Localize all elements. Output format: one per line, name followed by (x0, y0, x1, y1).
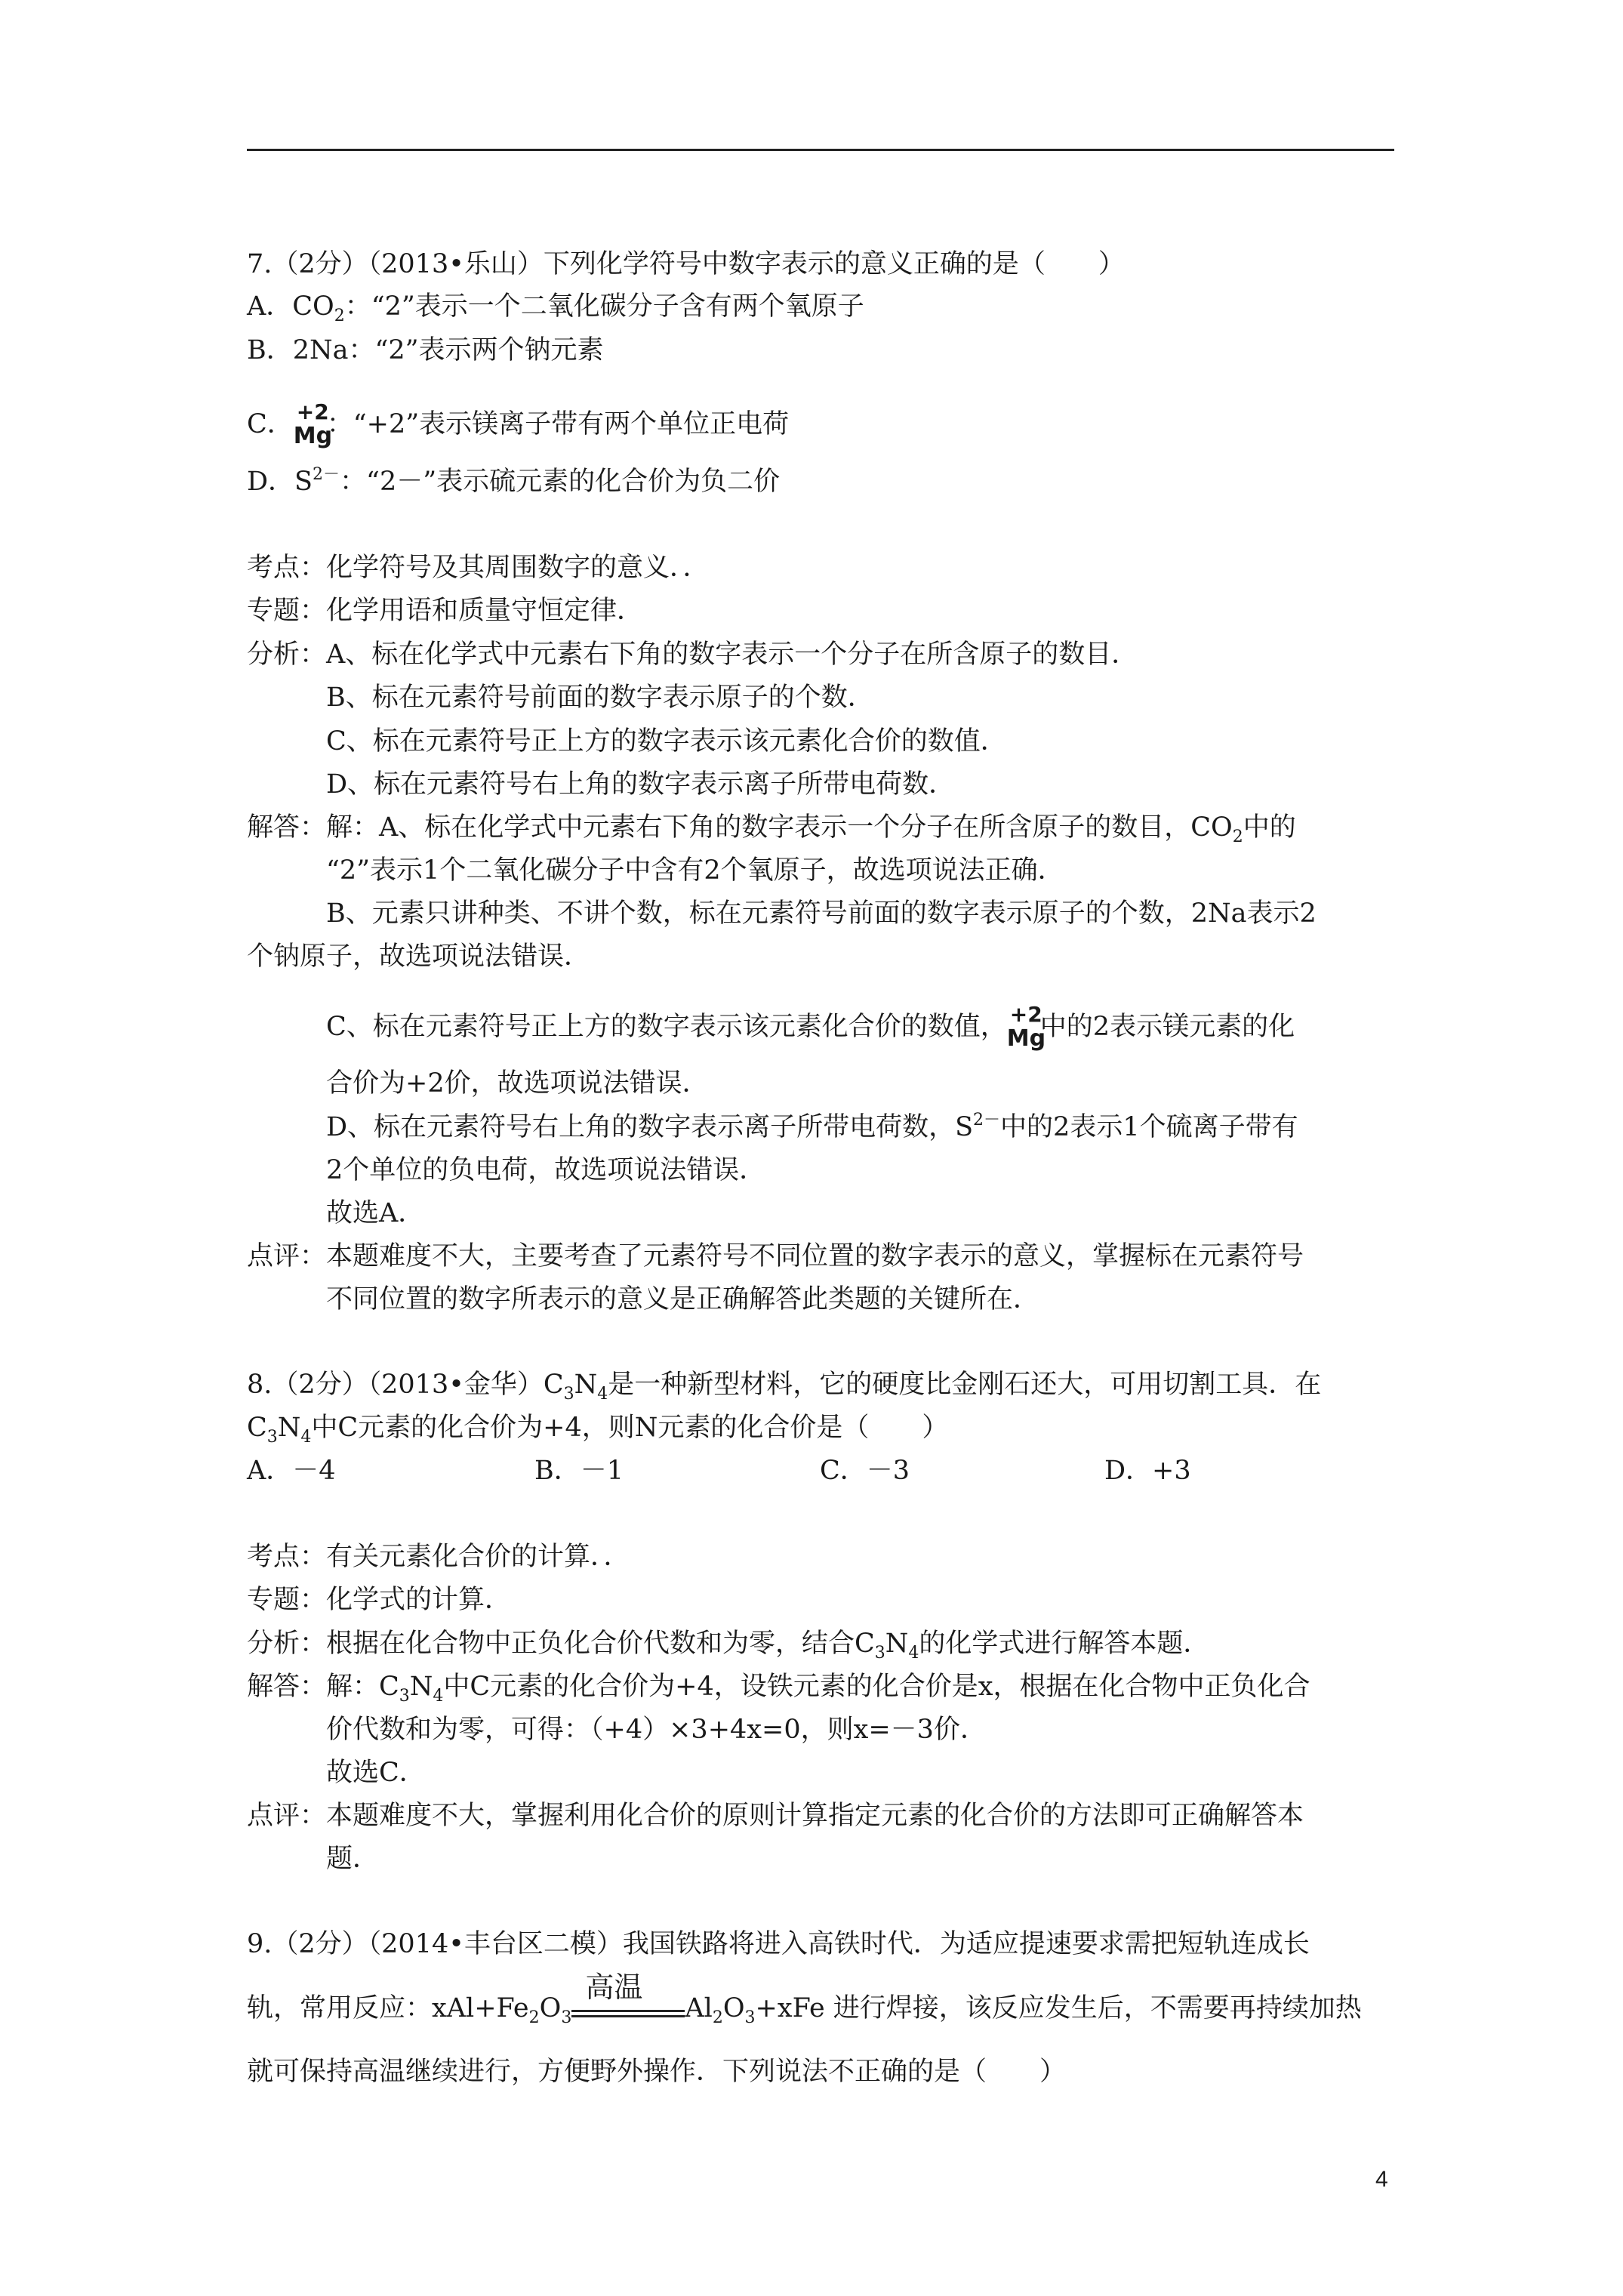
q8-option-c: C．－3 (820, 1456, 910, 1486)
q8-zhuanti: 专题：化学式的计算． (247, 1585, 512, 1615)
q8-dianping-1: 点评：本题难度不大，掌握利用化合价的原则计算指定元素的化合价的方法即可正确解答本 (247, 1801, 1304, 1831)
mg-valence-formula: +2 Mg (293, 399, 333, 449)
q7-option-d: D．$S^{2-}$：“2－”表示硫元素的化合价为负二价 (247, 465, 781, 497)
q7-option-c: C． +2 Mg ：“+2”表示镁离子带有两个单位正电荷 (247, 399, 790, 449)
q8-stem-1: 8.（2分）（2013•金华）$C_3N_4$是一种新型材料，它的硬度比金刚石还大，可用切割工具．在 (247, 1370, 1322, 1404)
q7-fenxi-2: B、标在元素符号前面的数字表示原子的个数． (326, 683, 874, 713)
q7-jieda-4: 个钠原子，故选项说法错误． (247, 942, 591, 972)
q7-jieda-8: 2个单位的负电荷，故选项说法错误． (326, 1155, 766, 1185)
reaction-arrow: 高温 (571, 1993, 685, 2026)
q7-jieda-3: B、元素只讲种类、不讲个数，标在元素符号前面的数字表示原子的个数，2Na表示2 (326, 898, 1317, 929)
q9-stem-2: 轨，常用反应：$xAl+Fe_2O_3$ 高温 $Al_2O_3+xFe$ 进行焊接，该反应发生后，不需要再持续加热 (247, 1970, 1362, 2027)
mg-valence-formula-2: +2 Mg (1006, 1001, 1046, 1052)
q9-stem-3: 就可保持高温继续进行，方便野外操作．下列说法不正确的是（ ） (247, 2057, 1067, 2087)
q8-dianping-2: 题． (326, 1844, 380, 1874)
q8-option-d: D．+3 (1104, 1456, 1191, 1486)
q7-option-a: A．$CO_2$：“2”表示一个二氧化碳分子含有两个氧原子 (247, 291, 864, 325)
q7-dianping-2: 不同位置的数字所表示的意义是正确解答此类题的关键所在． (326, 1284, 1040, 1314)
q8-option-a: A．－4 (247, 1456, 336, 1486)
q7-zhuanti: 专题：化学用语和质量守恒定律． (247, 596, 644, 626)
q7-fenxi-4: D、标在元素符号右上角的数字表示离子所带电荷数． (326, 769, 956, 800)
q7-jieda-5: C、标在元素符号正上方的数字表示该元素化合价的数值， +2 Mg 中的2表示镁元素的化 (326, 1001, 1295, 1052)
q7-kaodian: 考点：化学符号及其周围数字的意义．． (247, 553, 710, 583)
q7-option-b: B．2Na：“2”表示两个钠元素 (247, 335, 604, 365)
q9-stem-1: 9.（2分）（2014•丰台区二模）我国铁路将进入高铁时代．为适应提速要求需把短轨连成长 (247, 1929, 1310, 1959)
q8-jieda-2: 价代数和为零，可得：（+4）×3+4x=0，则x=－3价． (326, 1715, 987, 1745)
q8-stem-2: $C_3N_4$中C元素的化合价为+4，则N元素的化合价是（ ） (247, 1413, 949, 1447)
q7-stem: 7.（2分）（2013•乐山）下列化学符号中数字表示的意义正确的是（ ） (247, 249, 1125, 279)
q7-jieda-6: 合价为+2价，故选项说法错误． (326, 1068, 709, 1099)
q7-jieda-2: “2”表示1个二氧化碳分子中含有2个氧原子，故选项说法正确． (326, 855, 1064, 886)
q7-jieda-1: 解答：解：A、标在化学式中元素右下角的数字表示一个分子在所含原子的数目，$CO_2$中的 (247, 812, 1296, 846)
q8-kaodian: 考点：有关元素化合价的计算．． (247, 1542, 630, 1572)
header-rule (247, 149, 1394, 151)
page-number: 4 (1375, 2167, 1388, 2192)
q7-jieda-9: 故选A． (326, 1198, 425, 1228)
q7-fenxi-3: C、标在元素符号正上方的数字表示该元素化合价的数值． (326, 726, 1007, 757)
q8-jieda-1: 解答：解：$C_3N_4$中C元素的化合价为+4，设铁元素的化合价是x，根据在化合物中正负化合 (247, 1672, 1310, 1706)
q7-dianping-1: 点评：本题难度不大，主要考查了元素符号不同位置的数字表示的意义，掌握标在元素符号 (247, 1241, 1304, 1271)
q8-jieda-3: 故选C． (326, 1758, 426, 1788)
q8-option-b: B．－1 (534, 1456, 624, 1486)
q7-jieda-7: D、标在元素符号右上角的数字表示离子所带电荷数，$S^{2-}$中的2表示1个硫离子带有 (326, 1111, 1298, 1142)
q8-fenxi: 分析：根据在化合物中正负化合价代数和为零，结合$C_3N_4$的化学式进行解答本题． (247, 1629, 1210, 1663)
q7-fenxi-1: 分析：A、标在化学式中元素右下角的数字表示一个分子在所含原子的数目． (247, 639, 1138, 670)
